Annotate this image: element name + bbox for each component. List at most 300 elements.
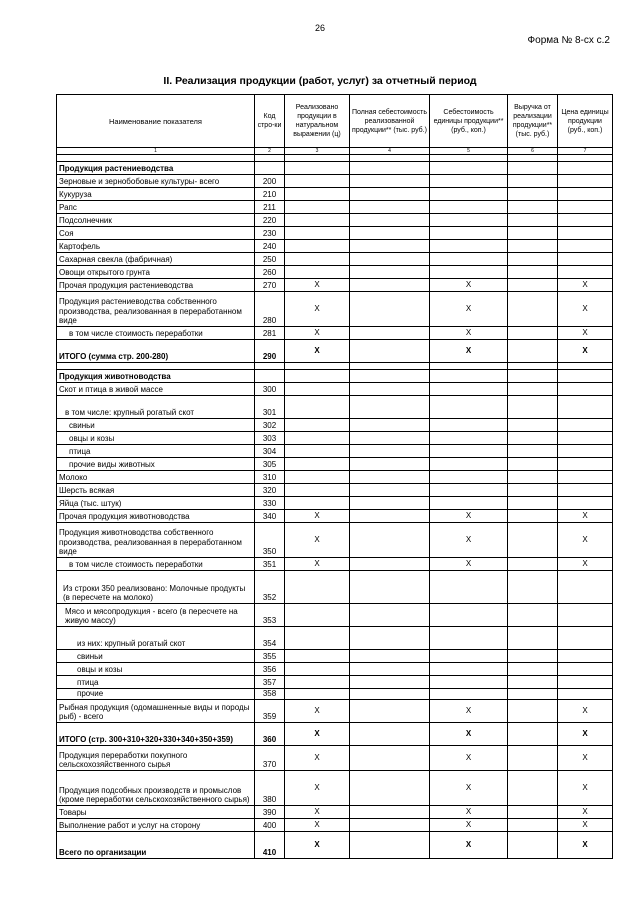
value-cell <box>558 458 613 471</box>
table-row <box>57 419 613 432</box>
value-cell <box>558 604 613 627</box>
table-row <box>57 471 613 484</box>
row-code: 300 <box>255 383 285 396</box>
value-cell <box>350 419 430 432</box>
col-header-code: Код стро-ки <box>255 95 285 148</box>
value-cell <box>430 240 508 253</box>
row-label: Сахарная свекла (фабричная) <box>57 253 255 266</box>
value-cell <box>350 571 430 604</box>
table-row <box>57 383 613 396</box>
value-cell <box>558 627 613 650</box>
value-cell <box>430 445 508 458</box>
table-row <box>57 201 613 214</box>
empty-cell <box>350 370 430 383</box>
x-mark-cell: Х <box>558 832 613 859</box>
value-cell <box>558 676 613 689</box>
value-cell <box>350 214 430 227</box>
x-mark-cell: Х <box>285 806 350 819</box>
value-cell <box>350 292 430 327</box>
x-mark-cell: Х <box>430 279 508 292</box>
row-code: 410 <box>255 832 285 859</box>
value-cell <box>350 175 430 188</box>
empty-cell <box>285 155 350 162</box>
x-mark-cell: Х <box>285 510 350 523</box>
x-mark-cell: Х <box>430 746 508 771</box>
value-cell <box>508 746 558 771</box>
value-cell <box>430 419 508 432</box>
value-cell <box>350 746 430 771</box>
section-title: II. Реализация продукции (работ, услуг) за отчетный период <box>163 75 477 87</box>
row-code: 351 <box>255 558 285 571</box>
table-row <box>57 819 613 832</box>
col-header-name: Наименование показателя <box>57 95 255 148</box>
value-cell <box>285 676 350 689</box>
empty-cell <box>255 363 285 370</box>
value-cell <box>508 396 558 419</box>
value-cell <box>285 663 350 676</box>
row-code: 380 <box>255 771 285 806</box>
x-mark-cell: Х <box>558 340 613 363</box>
value-cell <box>508 458 558 471</box>
col-header-unit-price: Цена единицы продукции (руб., коп.) <box>558 95 613 148</box>
value-cell <box>508 340 558 363</box>
empty-cell <box>255 162 285 175</box>
x-mark-cell: Х <box>558 806 613 819</box>
value-cell <box>508 832 558 859</box>
x-mark-cell: Х <box>430 327 508 340</box>
row-code: 304 <box>255 445 285 458</box>
col-number: 7 <box>558 148 613 155</box>
value-cell <box>350 340 430 363</box>
value-cell <box>558 650 613 663</box>
value-cell <box>430 383 508 396</box>
row-label: Соя <box>57 227 255 240</box>
row-code: 250 <box>255 253 285 266</box>
row-code: 210 <box>255 188 285 201</box>
value-cell <box>285 396 350 419</box>
row-label: Молоко <box>57 471 255 484</box>
x-mark-cell: Х <box>285 292 350 327</box>
value-cell <box>430 432 508 445</box>
col-header-full-cost: Полная себестоимость реализованной продукции** (тыс. руб.) <box>350 95 430 148</box>
col-number: 3 <box>285 148 350 155</box>
table-row <box>57 484 613 497</box>
value-cell <box>285 604 350 627</box>
row-label: ИТОГО (стр. 300+310+320+330+340+350+359) <box>57 723 255 746</box>
value-cell <box>430 396 508 419</box>
empty-cell <box>430 363 508 370</box>
table-row <box>57 292 613 327</box>
form-number: Форма № 8-сх с.2 <box>527 35 610 46</box>
row-label: Картофель <box>57 240 255 253</box>
row-code: 280 <box>255 292 285 327</box>
empty-cell <box>285 370 350 383</box>
value-cell <box>350 627 430 650</box>
value-cell <box>285 497 350 510</box>
table-row <box>57 175 613 188</box>
value-cell <box>430 497 508 510</box>
row-code: 220 <box>255 214 285 227</box>
value-cell <box>350 510 430 523</box>
value-cell <box>350 650 430 663</box>
empty-cell <box>350 363 430 370</box>
x-mark-cell: Х <box>558 700 613 723</box>
table-row <box>57 558 613 571</box>
row-code: 240 <box>255 240 285 253</box>
value-cell <box>508 227 558 240</box>
table-row <box>57 214 613 227</box>
value-cell <box>508 383 558 396</box>
empty-cell <box>508 162 558 175</box>
spacer-row <box>57 363 613 370</box>
row-label: Прочая продукция растениеводства <box>57 279 255 292</box>
value-cell <box>350 604 430 627</box>
row-label: Продукция переработки покупного сельскохозяйственного сырья <box>57 746 255 771</box>
value-cell <box>285 175 350 188</box>
row-code: 356 <box>255 663 285 676</box>
row-label: Товары <box>57 806 255 819</box>
row-label: свиньи <box>57 650 255 663</box>
table-row <box>57 227 613 240</box>
value-cell <box>430 253 508 266</box>
section-row <box>57 162 613 175</box>
value-cell <box>508 689 558 700</box>
value-cell <box>430 214 508 227</box>
col-number: 6 <box>508 148 558 155</box>
value-cell <box>285 458 350 471</box>
x-mark-cell: Х <box>430 819 508 832</box>
value-cell <box>508 292 558 327</box>
value-cell <box>508 627 558 650</box>
empty-cell <box>285 162 350 175</box>
value-cell <box>430 689 508 700</box>
x-mark-cell: Х <box>558 279 613 292</box>
value-cell <box>508 700 558 723</box>
value-cell <box>508 650 558 663</box>
x-mark-cell: Х <box>430 771 508 806</box>
x-mark-cell: Х <box>430 700 508 723</box>
row-label: в том числе стоимость переработки <box>57 327 255 340</box>
value-cell <box>508 419 558 432</box>
empty-cell <box>558 370 613 383</box>
value-cell <box>350 188 430 201</box>
value-cell <box>430 676 508 689</box>
value-cell <box>350 396 430 419</box>
empty-cell <box>255 155 285 162</box>
x-mark-cell: Х <box>558 771 613 806</box>
row-code: 400 <box>255 819 285 832</box>
row-label: Продукция животноводства собственного производства, реализованная в переработанном виде <box>57 523 255 558</box>
value-cell <box>285 689 350 700</box>
value-cell <box>508 523 558 558</box>
empty-cell <box>350 162 430 175</box>
value-cell <box>350 663 430 676</box>
value-cell <box>430 266 508 279</box>
row-code: 352 <box>255 571 285 604</box>
table-row <box>57 723 613 746</box>
value-cell <box>350 523 430 558</box>
table-row <box>57 253 613 266</box>
value-cell <box>558 227 613 240</box>
value-cell <box>508 806 558 819</box>
table-row <box>57 188 613 201</box>
value-cell <box>350 484 430 497</box>
value-cell <box>430 650 508 663</box>
empty-cell <box>508 370 558 383</box>
value-cell <box>558 445 613 458</box>
row-label: Мясо и мясопродукция - всего (в пересчете на живую массу) <box>57 604 255 627</box>
empty-cell <box>558 155 613 162</box>
row-code: 200 <box>255 175 285 188</box>
value-cell <box>430 627 508 650</box>
row-code: 302 <box>255 419 285 432</box>
col-number: 2 <box>255 148 285 155</box>
row-code: 360 <box>255 723 285 746</box>
value-cell <box>285 432 350 445</box>
value-cell <box>558 419 613 432</box>
table-row <box>57 340 613 363</box>
row-code: 350 <box>255 523 285 558</box>
value-cell <box>350 240 430 253</box>
x-mark-cell: Х <box>285 700 350 723</box>
value-cell <box>508 240 558 253</box>
value-cell <box>558 383 613 396</box>
empty-cell <box>430 155 508 162</box>
value-cell <box>350 471 430 484</box>
value-cell <box>285 650 350 663</box>
row-label: Кукуруза <box>57 188 255 201</box>
row-code: 359 <box>255 700 285 723</box>
value-cell <box>508 253 558 266</box>
value-cell <box>508 497 558 510</box>
value-cell <box>350 227 430 240</box>
value-cell <box>285 227 350 240</box>
value-cell <box>558 188 613 201</box>
col-header-natural: Реализовано продукции в натуральном выражении (ц) <box>285 95 350 148</box>
row-code: 370 <box>255 746 285 771</box>
row-label: овцы и козы <box>57 432 255 445</box>
table-row <box>57 676 613 689</box>
x-mark-cell: Х <box>285 723 350 746</box>
value-cell <box>350 771 430 806</box>
table-row <box>57 832 613 859</box>
value-cell <box>558 497 613 510</box>
value-cell <box>558 266 613 279</box>
value-cell <box>508 471 558 484</box>
empty-cell <box>255 370 285 383</box>
value-cell <box>558 201 613 214</box>
row-label: из них: крупный рогатый скот <box>57 627 255 650</box>
value-cell <box>350 806 430 819</box>
value-cell <box>508 558 558 571</box>
table-row <box>57 604 613 627</box>
table-row <box>57 327 613 340</box>
x-mark-cell: Х <box>285 523 350 558</box>
value-cell <box>558 484 613 497</box>
value-cell <box>508 604 558 627</box>
value-cell <box>508 510 558 523</box>
row-label: Яйца (тыс. штук) <box>57 497 255 510</box>
x-mark-cell: Х <box>285 279 350 292</box>
value-cell <box>430 471 508 484</box>
value-cell <box>285 471 350 484</box>
x-mark-cell: Х <box>558 746 613 771</box>
x-mark-cell: Х <box>558 327 613 340</box>
row-label: овцы и козы <box>57 663 255 676</box>
row-code: 211 <box>255 201 285 214</box>
value-cell <box>508 214 558 227</box>
row-code: 357 <box>255 676 285 689</box>
value-cell <box>285 214 350 227</box>
value-cell <box>508 188 558 201</box>
table-row <box>57 650 613 663</box>
row-label: в том числе: крупный рогатый скот <box>57 396 255 419</box>
value-cell <box>350 458 430 471</box>
x-mark-cell: Х <box>430 523 508 558</box>
value-cell <box>508 279 558 292</box>
value-cell <box>508 676 558 689</box>
value-cell <box>350 266 430 279</box>
value-cell <box>285 484 350 497</box>
value-cell <box>285 201 350 214</box>
empty-cell <box>508 363 558 370</box>
x-mark-cell: Х <box>430 292 508 327</box>
value-cell <box>350 383 430 396</box>
value-cell <box>508 484 558 497</box>
x-mark-cell: Х <box>558 558 613 571</box>
row-code: 354 <box>255 627 285 650</box>
section-heading: Продукция растениеводства <box>57 162 255 175</box>
value-cell <box>558 175 613 188</box>
row-label: в том числе стоимость переработки <box>57 558 255 571</box>
row-label: прочие <box>57 689 255 700</box>
value-cell <box>558 571 613 604</box>
row-label: Скот и птица в живой массе <box>57 383 255 396</box>
value-cell <box>430 458 508 471</box>
row-code: 301 <box>255 396 285 419</box>
value-cell <box>508 327 558 340</box>
table-row <box>57 432 613 445</box>
row-code: 353 <box>255 604 285 627</box>
value-cell <box>558 689 613 700</box>
value-cell <box>508 266 558 279</box>
row-code: 290 <box>255 340 285 363</box>
value-cell <box>350 689 430 700</box>
value-cell <box>508 175 558 188</box>
row-label: свиньи <box>57 419 255 432</box>
table-row <box>57 240 613 253</box>
value-cell <box>285 445 350 458</box>
value-cell <box>350 253 430 266</box>
value-cell <box>508 663 558 676</box>
row-label: ИТОГО (сумма стр. 200-280) <box>57 340 255 363</box>
value-cell <box>508 771 558 806</box>
value-cell <box>285 253 350 266</box>
x-mark-cell: Х <box>285 771 350 806</box>
empty-cell <box>558 363 613 370</box>
value-cell <box>350 819 430 832</box>
value-cell <box>430 663 508 676</box>
x-mark-cell: Х <box>285 746 350 771</box>
x-mark-cell: Х <box>285 340 350 363</box>
value-cell <box>350 558 430 571</box>
value-cell <box>285 627 350 650</box>
row-code: 303 <box>255 432 285 445</box>
row-code: 340 <box>255 510 285 523</box>
x-mark-cell: Х <box>558 510 613 523</box>
row-code: 320 <box>255 484 285 497</box>
empty-cell <box>430 370 508 383</box>
empty-cell <box>57 155 255 162</box>
value-cell <box>350 445 430 458</box>
row-code: 281 <box>255 327 285 340</box>
row-label: Зерновые и зернобобовые культуры- всего <box>57 175 255 188</box>
table-row <box>57 571 613 604</box>
value-cell <box>285 240 350 253</box>
empty-cell <box>285 363 350 370</box>
row-label: Подсолнечник <box>57 214 255 227</box>
col-number: 5 <box>430 148 508 155</box>
row-label: Шерсть всякая <box>57 484 255 497</box>
section-row <box>57 370 613 383</box>
row-code: 358 <box>255 689 285 700</box>
value-cell <box>350 832 430 859</box>
x-mark-cell: Х <box>430 510 508 523</box>
table-row <box>57 458 613 471</box>
x-mark-cell: Х <box>285 558 350 571</box>
value-cell <box>558 253 613 266</box>
value-cell <box>350 676 430 689</box>
row-code: 270 <box>255 279 285 292</box>
value-cell <box>558 396 613 419</box>
col-header-revenue: Выручка от реализации продукции** (тыс. руб.) <box>508 95 558 148</box>
row-code: 390 <box>255 806 285 819</box>
value-cell <box>285 383 350 396</box>
x-mark-cell: Х <box>285 832 350 859</box>
value-cell <box>285 419 350 432</box>
table-row <box>57 279 613 292</box>
value-cell <box>430 175 508 188</box>
value-cell <box>350 723 430 746</box>
value-cell <box>350 279 430 292</box>
table-row <box>57 746 613 771</box>
value-cell <box>558 663 613 676</box>
x-mark-cell: Х <box>558 292 613 327</box>
row-code: 310 <box>255 471 285 484</box>
value-cell <box>558 432 613 445</box>
table-row <box>57 266 613 279</box>
x-mark-cell: Х <box>285 327 350 340</box>
col-number: 4 <box>350 148 430 155</box>
x-mark-cell: Х <box>430 806 508 819</box>
value-cell <box>285 266 350 279</box>
x-mark-cell: Х <box>430 340 508 363</box>
row-label: Овощи открытого грунта <box>57 266 255 279</box>
empty-cell <box>558 162 613 175</box>
table-row <box>57 689 613 700</box>
x-mark-cell: Х <box>558 523 613 558</box>
value-cell <box>430 571 508 604</box>
value-cell <box>508 819 558 832</box>
value-cell <box>350 432 430 445</box>
empty-cell <box>508 155 558 162</box>
col-header-unit-cost: Себестоимость единицы продукции** (руб., коп.) <box>430 95 508 148</box>
x-mark-cell: Х <box>558 723 613 746</box>
row-label: Рыбная продукция (одомашненные виды и породы рыб) - всего <box>57 700 255 723</box>
row-label: птица <box>57 676 255 689</box>
row-code: 355 <box>255 650 285 663</box>
empty-cell <box>57 363 255 370</box>
